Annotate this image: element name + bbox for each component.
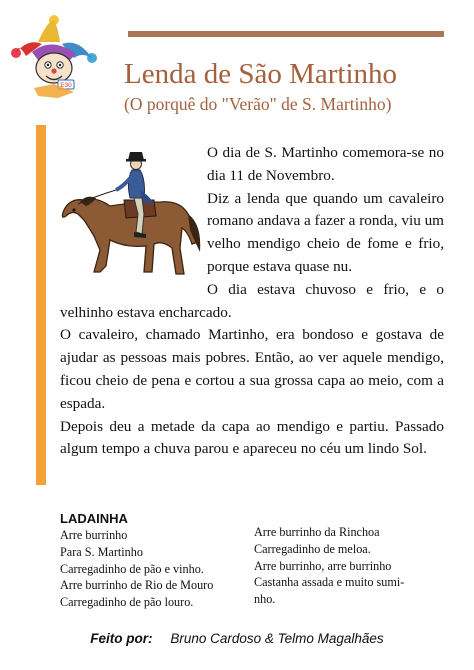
page-title: Lenda de São Martinho [124,58,398,90]
verse-line: Arre burrinho da Rinchoa [254,525,380,539]
story-paragraph: O dia estava chuvoso e frio, e o velhinho estava encharcado. [60,280,444,321]
verse-line: Castanha assada e muito sumi- [254,575,405,590]
jester-logo-icon [8,12,100,100]
top-rule [128,31,444,37]
ladainha-left-column [60,527,250,611]
footer-credits [0,630,474,648]
story-text [60,142,444,461]
page-subtitle: (O porquê do "Verão" de S. Martinho) [124,94,392,114]
verse-line: nho. [254,592,276,607]
story-paragraph: O cavaleiro, chamado Martinho, era bondoso e gostava de ajudar as pessoas mais pobres. Então, ao ver aquele mendigo, ficou cheio de pena e cortou a sua grossa capa ao meio, com a espada. [60,326,444,412]
verse-line: Carregadinho de meloa. [254,541,371,556]
ladainha-right-column [254,524,449,608]
ladainha-title: LADAINHA [60,511,128,526]
footer-label: Feito por: [90,631,153,646]
verse-line: Carregadinho de pão louro. [60,595,194,610]
verse-line: Arre burrinho, arre burrinho [254,558,392,573]
verse-line: Para S. Martinho [60,544,143,559]
story-paragraph: Depois deu a metade da capa ao mendigo e partiu. Passado algum tempo a chuva parou e apareceu no céu um lindo Sol. [60,417,444,458]
story-paragraph: O dia de S. Martinho comemora-se no dia 11 de Novembro. [207,144,444,184]
verse-line: Carregadinho de pão e vinho. [60,561,204,576]
verse-line: Arre burrinho [60,528,128,542]
footer-authors: Bruno Cardoso & Telmo Magalhães [170,631,384,646]
logo-badge-text: E30 [60,82,72,89]
side-accent-bar [36,125,46,485]
illustration-space [60,142,207,296]
story-paragraph: Diz a lenda que quando um cavaleiro romano andava a fazer a ronda, viu um velho mendigo cheio de fome e frio, porque estava quase nu. [207,189,444,275]
verse-line: Arre burrinho de Rio de Mouro [60,578,214,593]
